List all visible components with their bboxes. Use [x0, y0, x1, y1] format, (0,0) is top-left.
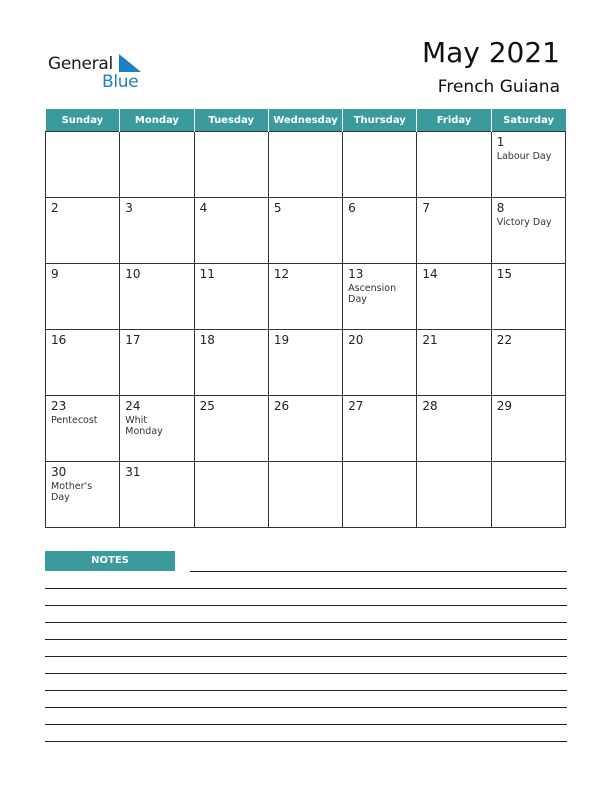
calendar-day-cell [417, 198, 491, 264]
calendar-day-cell [46, 132, 120, 198]
weekday-header: Thursday [343, 109, 417, 132]
day-number: 13 [348, 267, 364, 281]
calendar-day-cell [194, 330, 268, 396]
holiday-label: Victory Day [496, 217, 552, 228]
calendar-week-row [46, 132, 566, 198]
notes-rule-line [45, 639, 567, 640]
calendar-day-cell [491, 330, 565, 396]
calendar-day-cell [343, 132, 417, 198]
notes-rule-line [45, 707, 567, 708]
day-number: 5 [273, 201, 282, 215]
notes-label: NOTES [45, 551, 175, 571]
calendar-day-cell [194, 198, 268, 264]
day-number: 7 [422, 201, 431, 215]
day-number: 12 [273, 267, 290, 281]
calendar-day-cell [343, 462, 417, 528]
holiday-label: Mother's Day [51, 481, 93, 503]
calendar-day-cell [194, 264, 268, 330]
notes-rule-line [45, 656, 567, 657]
weekday-header-row [46, 109, 566, 132]
calendar-day-cell [343, 198, 417, 264]
day-number: 2 [51, 201, 59, 215]
day-number: 30 [51, 465, 67, 479]
calendar-day-cell [194, 132, 268, 198]
calendar-day-cell [268, 462, 342, 528]
logo-text-blue: Blue [102, 72, 139, 92]
calendar-day-cell [46, 264, 120, 330]
notes-rule-line [45, 690, 567, 691]
day-number: 21 [422, 333, 438, 347]
calendar-day-cell [491, 198, 565, 264]
page-title: May 2021 [421, 36, 560, 69]
day-number: 26 [273, 399, 290, 413]
day-number: 25 [199, 399, 215, 413]
calendar-day-cell [491, 462, 565, 528]
day-number: 16 [51, 333, 67, 347]
calendar-day-cell [46, 396, 120, 462]
day-number: 20 [348, 333, 364, 347]
day-number: 14 [422, 267, 438, 281]
day-number: 8 [496, 201, 505, 215]
calendar-day-cell [46, 198, 120, 264]
holiday-label: Whit Monday [125, 415, 163, 437]
calendar-week-row [46, 198, 566, 264]
day-number: 22 [496, 333, 512, 347]
notes-rule-line [190, 571, 567, 572]
calendar-day-cell [343, 330, 417, 396]
calendar-day-cell [343, 396, 417, 462]
notes-rule-line [45, 588, 567, 589]
logo-text-general: General [48, 54, 113, 74]
day-number: 31 [125, 465, 141, 479]
calendar-day-cell [268, 330, 342, 396]
calendar-day-cell [268, 132, 342, 198]
calendar-week-row [46, 462, 566, 528]
calendar-day-cell [268, 264, 342, 330]
day-number: 28 [422, 399, 438, 413]
calendar-day-cell [417, 132, 491, 198]
day-number: 1 [496, 135, 505, 149]
calendar-day-cell [491, 132, 565, 198]
calendar-day-cell [491, 396, 565, 462]
weekday-header: Friday [417, 109, 491, 132]
day-number: 15 [496, 267, 512, 281]
calendar-week-row [46, 330, 566, 396]
day-number: 6 [348, 201, 356, 215]
day-number: 4 [199, 201, 208, 215]
day-number: 11 [199, 267, 215, 281]
calendar-day-cell [120, 396, 194, 462]
calendar-day-cell [417, 396, 491, 462]
holiday-label: Ascension Day [348, 283, 397, 305]
notes-rule-line [45, 622, 567, 623]
holiday-label: Labour Day [496, 151, 552, 162]
calendar-day-cell [417, 462, 491, 528]
calendar-day-cell [268, 396, 342, 462]
general-blue-logo [48, 52, 148, 92]
calendar-week-row [46, 264, 566, 330]
logo-triangle-icon [119, 54, 141, 72]
calendar-grid [45, 109, 566, 528]
day-number: 24 [125, 399, 141, 413]
calendar-day-cell [120, 330, 194, 396]
calendar-day-cell [417, 330, 491, 396]
calendar-day-cell [417, 264, 491, 330]
calendar-day-cell [120, 198, 194, 264]
calendar-day-cell [46, 330, 120, 396]
day-number: 23 [51, 399, 67, 413]
country-name: French Guiana [437, 77, 560, 97]
calendar-week-row [46, 396, 566, 462]
calendar-day-cell [268, 198, 342, 264]
notes-rule-line [45, 741, 567, 742]
weekday-header: Sunday [46, 109, 120, 132]
day-number: 27 [348, 399, 364, 413]
day-number: 18 [199, 333, 215, 347]
calendar-day-cell [194, 396, 268, 462]
weekday-header: Saturday [491, 109, 565, 132]
day-number: 10 [125, 267, 141, 281]
notes-rule-line [45, 605, 567, 606]
weekday-header: Tuesday [194, 109, 268, 132]
day-number: 17 [125, 333, 141, 347]
calendar-day-cell [343, 264, 417, 330]
calendar-day-cell [120, 264, 194, 330]
notes-rule-line [45, 724, 567, 725]
notes-rule-line [45, 673, 567, 674]
calendar-day-cell [194, 462, 268, 528]
day-number: 19 [273, 333, 290, 347]
weekday-header: Monday [120, 109, 194, 132]
weekday-header: Wednesday [268, 109, 342, 132]
calendar-day-cell [120, 132, 194, 198]
day-number: 3 [125, 201, 133, 215]
calendar-day-cell [491, 264, 565, 330]
holiday-label: Pentecost [51, 415, 98, 426]
day-number: 29 [496, 399, 512, 413]
calendar-day-cell [46, 462, 120, 528]
calendar-day-cell [120, 462, 194, 528]
day-number: 9 [51, 267, 59, 281]
